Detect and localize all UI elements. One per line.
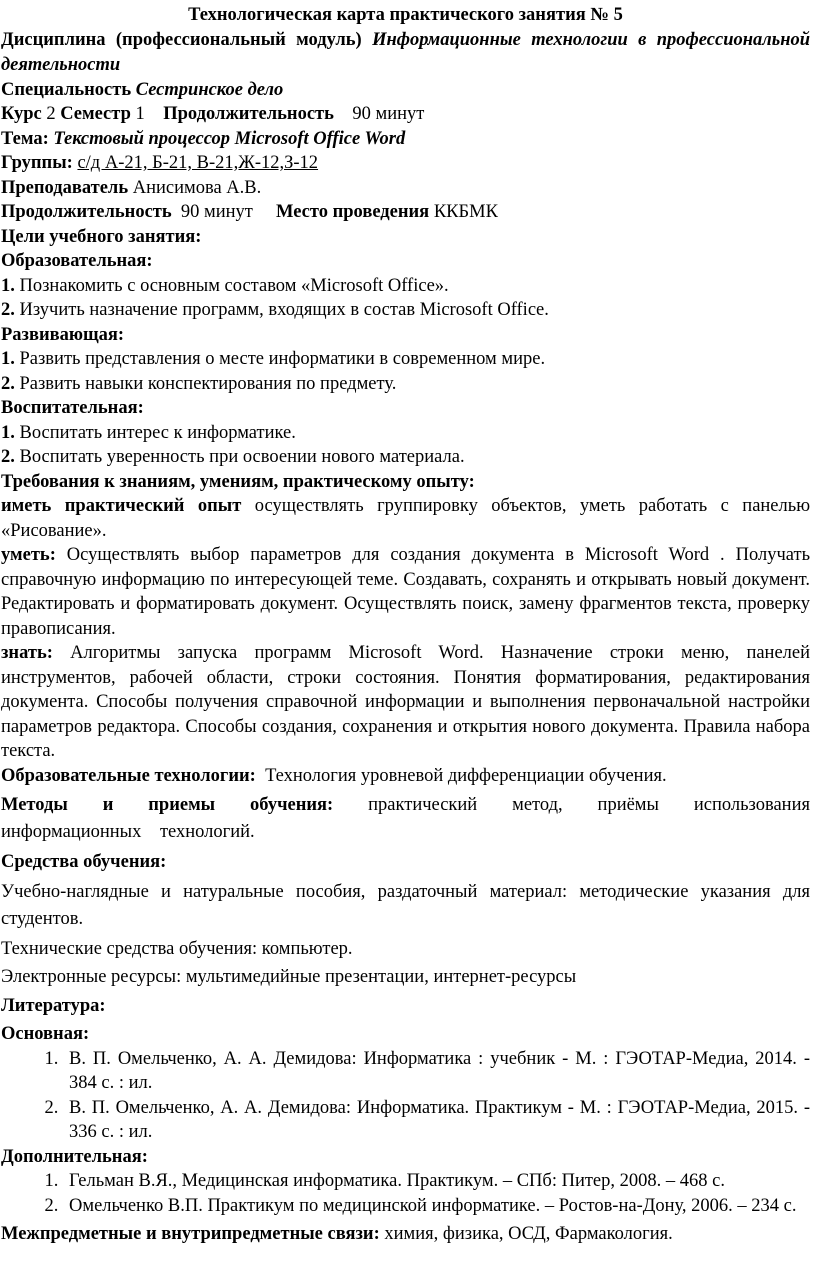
developing-item	[1, 372, 810, 397]
requirements-heading: Требования к знаниям, умениям, практическому опыту:	[1, 471, 475, 492]
upbringing-item	[1, 421, 810, 446]
duration2-label: Продолжительность	[1, 202, 172, 222]
extra-literature-heading: Дополнительная:	[1, 1146, 148, 1167]
teacher-label: Преподаватель	[1, 177, 129, 198]
list-item: 1. Гельман В.Я., Медицинская информатика. Практикум. – СПб: Питер, 2008. – 468 с.	[63, 1169, 810, 1194]
knowledge-label: знать:	[1, 643, 53, 663]
duration-place-line	[1, 200, 810, 225]
skills-text: Осуществлять выбор параметров для создания документа в Microsoft Word . Получать справочную информацию по интересующей теме. Создавать, сохранять и открывать новый документ. Редактировать и форматировать документ. Осуществлять поиск, замену фрагментов текста, проверку правописания.	[1, 545, 811, 639]
means-electronic: Электронные ресурсы: мультимедийные презентации, интернет-ресурсы	[1, 967, 577, 987]
discipline-label: Дисциплина (профессиональный модуль)	[1, 29, 362, 50]
experience-paragraph	[1, 494, 810, 543]
semester-value: 1	[135, 104, 145, 124]
item-number: 2.	[1, 447, 15, 467]
item-text: Изучить назначение программ, входящих в состав Microsoft Office.	[19, 300, 549, 320]
item-number: 1.	[1, 275, 15, 296]
means-heading: Средства обучения:	[1, 852, 167, 872]
list-item: 1. В. П. Омельченко, А. А. Демидова: Информатика : учебник - М. : ГЭОТАР-Медиа, 2014. - 384 с. : ил.	[63, 1047, 810, 1096]
list-item: 2. В. П. Омельченко, А. А. Демидова: Информатика. Практикум - М. : ГЭОТАР-Медиа, 2015. - 336 с. : ил.	[63, 1096, 810, 1145]
course-label: Курс	[1, 104, 42, 124]
topic-label: Тема:	[1, 128, 49, 149]
technologies-value: Технология уровневой дифференциации обучения.	[265, 765, 667, 786]
specialty-value: Сестринское дело	[135, 79, 284, 100]
teacher-value: Анисимова А.В.	[132, 177, 262, 198]
item-text: Развить представления о месте информатики в современном мире.	[19, 349, 546, 369]
means-technical: Технические средства обучения: компьютер.	[1, 938, 353, 959]
developing-item	[1, 347, 810, 372]
experience-text: осуществлять группировку объектов, уметь работать с панелью «Рисование».	[1, 496, 811, 541]
technologies-label: Образовательные технологии:	[1, 765, 256, 786]
skills-label: уметь:	[1, 545, 56, 565]
developing-heading: Развивающая:	[1, 324, 125, 345]
place-label: Место проведения	[276, 202, 430, 222]
item-text: Развить навыки конспектирования по предмету.	[19, 373, 397, 394]
groups-label: Группы:	[1, 153, 73, 173]
links-value: химия, физика, ОСД, Фармакология.	[384, 1224, 673, 1244]
skills-paragraph	[1, 543, 810, 641]
list-item: 2. Омельченко В.П. Практикум по медицинской информатике. – Ростов-на-Дону, 2006. – 234 с.	[63, 1194, 810, 1219]
groups-line	[1, 151, 810, 176]
main-literature-heading: Основная:	[1, 1024, 90, 1044]
upbringing-item	[1, 445, 810, 470]
specialty-line	[1, 78, 810, 103]
semester-label: Семестр	[60, 104, 131, 124]
topic-value: Текстовый процессор Microsoft Office Word	[53, 128, 406, 149]
experience-label: иметь практический опыт	[1, 496, 242, 516]
knowledge-paragraph	[1, 641, 810, 764]
literature-heading: Литература:	[1, 995, 106, 1016]
document-title: Технологическая карта практического занятия № 5	[188, 5, 623, 25]
course-value: 2	[46, 104, 56, 124]
discipline-value: Информационные технологии в профессиональной деятельности	[1, 29, 811, 75]
item-text: Воспитать уверенность при освоении нового материала.	[19, 447, 465, 467]
upbringing-heading: Воспитательная:	[1, 398, 144, 418]
duration-label: Продолжительность	[163, 104, 334, 124]
discipline-line	[1, 28, 810, 78]
educational-item	[1, 274, 810, 299]
goals-heading: Цели учебного занятия:	[1, 226, 202, 247]
item-number: 2.	[1, 373, 15, 394]
educational-item	[1, 298, 810, 323]
item-number: 2.	[1, 300, 15, 320]
methods-paragraph	[1, 792, 810, 846]
extra-literature-list	[1, 1169, 810, 1218]
means-visual: Учебно-наглядные и натуральные пособия, раздаточный материал: методические указания для студентов.	[1, 881, 810, 929]
item-number: 1.	[1, 422, 15, 443]
educational-heading: Образовательная:	[1, 251, 153, 271]
main-literature-list	[1, 1047, 810, 1145]
duration-value: 90 минут	[352, 104, 425, 124]
item-number: 1.	[1, 349, 15, 369]
methods-value: практический метод, приёмы использования информационных технологий.	[1, 795, 810, 842]
technologies-line	[1, 764, 810, 789]
duration2-value: 90 минут	[180, 202, 253, 222]
specialty-label: Специальность	[1, 79, 132, 100]
links-line	[1, 1222, 810, 1247]
place-value: ККБМК	[433, 202, 498, 222]
item-text: Воспитать интерес к информатике.	[19, 422, 296, 443]
item-text: Познакомить с основным составом «Microsoft Office».	[19, 275, 449, 296]
teacher-line	[1, 176, 810, 201]
methods-label: Методы и приемы обучения:	[1, 795, 334, 815]
course-line	[1, 102, 810, 127]
topic-line	[1, 127, 810, 152]
knowledge-text: Алгоритмы запуска программ Microsoft Word. Назначение строки меню, панелей инструментов, рабочей области, строки состояния. Понятия форматирования, редактирования документа. Способы получения справочной информации и выполнения первоначальной настройки параметров редактора. Способы создания, сохранения и открытия нового документа. Правила набора текста.	[1, 643, 811, 761]
groups-value: с/д А-21, Б-21, В-21,Ж-12,З-12	[77, 153, 319, 173]
links-label: Межпредметные и внутрипредметные связи:	[1, 1224, 380, 1244]
